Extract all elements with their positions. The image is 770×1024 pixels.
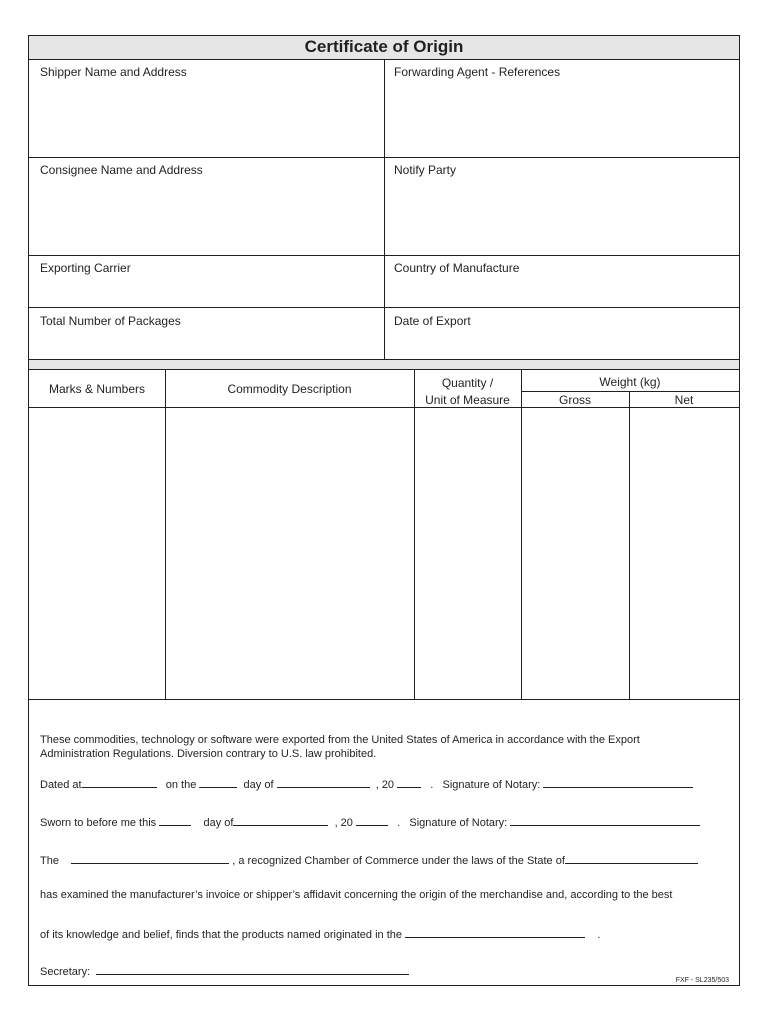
country-of-manufacture-label: Country of Manufacture xyxy=(394,261,520,275)
examined-line: has examined the manufacturer’s invoice or shipper’s affidavit concerning the origin of the merchandise and, according to the best xyxy=(40,889,673,901)
dated-at-label: Dated at xyxy=(40,779,82,791)
sworn-day-blank[interactable] xyxy=(159,814,191,826)
notary-signature-blank[interactable] xyxy=(543,776,693,788)
exporting-carrier-label: Exporting Carrier xyxy=(40,261,131,275)
dated-at-blank[interactable] xyxy=(82,776,157,788)
secretary-line xyxy=(40,963,409,978)
day-of-label: day of xyxy=(243,779,274,791)
quantity-header-line1: Quantity / xyxy=(441,376,494,390)
on-the-blank[interactable] xyxy=(199,776,237,788)
chamber-name-blank[interactable] xyxy=(71,852,229,864)
commodity-header: Commodity Description xyxy=(227,382,352,396)
weight-header-divider xyxy=(521,391,739,392)
sworn-notary-label: Signature of Notary: xyxy=(409,817,508,829)
marks-header: Marks & Numbers xyxy=(48,382,146,396)
knowledge-label: of its knowledge and belief, finds that the products named originated in the xyxy=(40,929,403,941)
chamber-label: , a recognized Chamber of Commerce under the laws of the State of xyxy=(232,855,565,867)
shipper-label: Shipper Name and Address xyxy=(40,65,187,79)
secretary-label: Secretary: xyxy=(40,966,91,978)
sworn-notary-blank[interactable] xyxy=(510,814,700,826)
net-header: Net xyxy=(674,393,694,407)
origin-country-blank[interactable] xyxy=(405,926,585,938)
form-title: Certificate of Origin xyxy=(304,37,464,56)
knowledge-line xyxy=(40,926,600,941)
on-the-label: on the xyxy=(165,779,197,791)
sworn-day-of-label: day of xyxy=(203,817,234,829)
sworn-year-blank[interactable] xyxy=(356,814,388,826)
table-bottom xyxy=(29,699,739,700)
row-divider xyxy=(29,307,739,308)
gross-header: Gross xyxy=(558,393,591,407)
sworn-period: . xyxy=(397,817,401,829)
chamber-line xyxy=(40,852,698,867)
year-blank[interactable] xyxy=(397,776,421,788)
secretary-blank[interactable] xyxy=(96,963,409,975)
consignee-label: Consignee Name and Address xyxy=(40,163,203,177)
day-of-blank[interactable] xyxy=(277,776,370,788)
quantity-header-line2: Unit of Measure xyxy=(425,393,510,407)
forwarding-agent-label: Forwarding Agent - References xyxy=(394,65,561,79)
weight-header: Weight (kg) xyxy=(599,375,661,389)
sworn-year-prefix: , 20 xyxy=(334,817,353,829)
table-column-divider xyxy=(414,370,415,699)
total-packages-label: Total Number of Packages xyxy=(40,314,181,328)
notify-party-label: Notify Party xyxy=(394,163,457,177)
table-header-bottom xyxy=(29,407,739,408)
statement-line-2: Administration Regulations. Diversion contrary to U.S. law prohibited. xyxy=(40,748,377,760)
row-divider xyxy=(29,255,739,256)
sworn-month-blank[interactable] xyxy=(233,814,328,826)
statement-line-1: These commodities, technology or software were exported from the United States of America in accordance with the Export xyxy=(40,734,640,746)
sworn-label: Sworn to before me this xyxy=(40,817,157,829)
certificate-form xyxy=(28,35,740,986)
form-code: FXF - SL235/503 xyxy=(675,977,729,984)
row-divider xyxy=(29,157,739,158)
sworn-line xyxy=(40,814,700,829)
table-column-divider xyxy=(165,370,166,699)
period-mark: . xyxy=(430,779,434,791)
knowledge-period: . xyxy=(597,929,601,941)
dated-at-line xyxy=(40,776,693,791)
year-prefix: , 20 xyxy=(375,779,395,791)
notary-signature-label: Signature of Notary: xyxy=(442,779,541,791)
table-column-divider xyxy=(629,391,630,699)
table-column-divider xyxy=(521,370,522,699)
the-label: The xyxy=(40,855,59,867)
separator-band xyxy=(29,359,739,370)
date-of-export-label: Date of Export xyxy=(394,314,471,328)
column-divider xyxy=(384,59,385,359)
state-blank[interactable] xyxy=(565,852,698,864)
